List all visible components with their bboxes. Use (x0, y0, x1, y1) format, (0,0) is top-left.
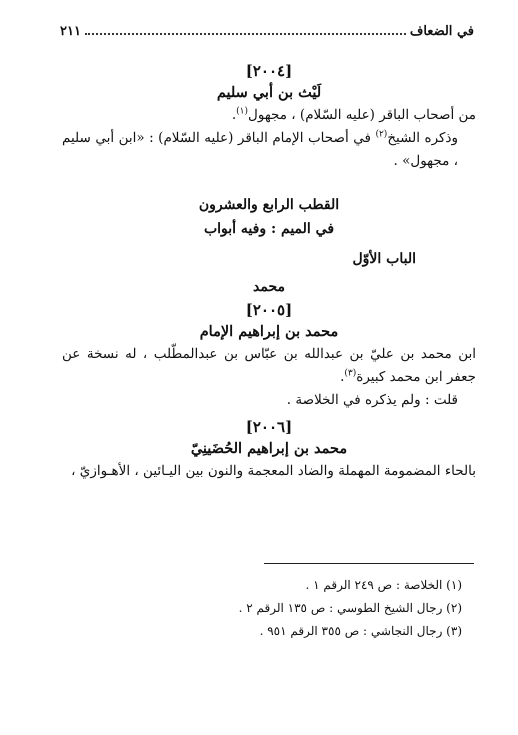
chapter-heading: الباب الأوّل (352, 251, 416, 267)
entry-text (62, 343, 476, 389)
entry-name: لَيْث بن أبي سليم (216, 84, 322, 101)
entry-text-part: . (340, 369, 345, 385)
entry-text-part: من أصحاب الباقر (عليه السّلام) ، مجهول (248, 107, 476, 123)
footnote-item: (١) الخلاصة : ص ٢٤٩ الرقم ١ . (305, 578, 462, 592)
entry-number: [٢٠٠٤] (245, 62, 293, 80)
entry-text-part: ابن محمد بن عليّ بن عبدالله بن عبّاس بن عبدالمطّلب ، له نسخة عن جعفر ابن محمد كبيرة (62, 346, 476, 385)
entry-text-part: . (231, 107, 237, 123)
footnote-ref: (١) (236, 106, 249, 117)
footnotes (62, 574, 476, 643)
page-body (62, 60, 476, 483)
running-header (60, 24, 474, 39)
footnote-ref: (٣) (344, 368, 357, 379)
footnote-item: (٢) رجال الشيخ الطوسي : ص ١٣٥ الرقم ٢ . (238, 601, 462, 615)
part-heading: القطب الرابع والعشرون (198, 197, 340, 213)
footnote-ref: (٢) (375, 129, 388, 140)
page-number: ٢١١ (60, 24, 81, 39)
entry-note: قلت : ولم يذكره في الخلاصة . (286, 392, 458, 408)
entry-text-part: في أصحاب الإمام الباقر (عليه السّلام) : «ابن أبي سليم ، مجهول» . (62, 130, 458, 169)
entry-name: محمد بن إبراهيم الحُضَينِيّ (190, 440, 348, 457)
header-dot-leader (85, 33, 406, 35)
letter-heading: في الميم : وفيه أبواب (203, 221, 335, 237)
entry-number: [٢٠٠٥] (245, 301, 293, 319)
footnote-divider (264, 563, 474, 564)
entry-text: بالحاء المضمومة المهملة والضاد المعجمة والنون بين اليـائين ، الأهـوازيّ ، (71, 463, 476, 479)
entry-text-part: وذكره الشيخ (387, 130, 458, 146)
entry-text (62, 127, 476, 173)
subtitle-heading: محمد (253, 279, 285, 295)
footnote-item: (٣) رجال النجاشي : ص ٣٥٥ الرقم ٩٥١ . (259, 624, 462, 638)
entry-text (62, 104, 476, 127)
entry-number: [٢٠٠٦] (245, 418, 293, 436)
header-title: في الضعاف (409, 24, 474, 39)
entry-name: محمد بن إبراهيم الإمام (199, 323, 339, 340)
